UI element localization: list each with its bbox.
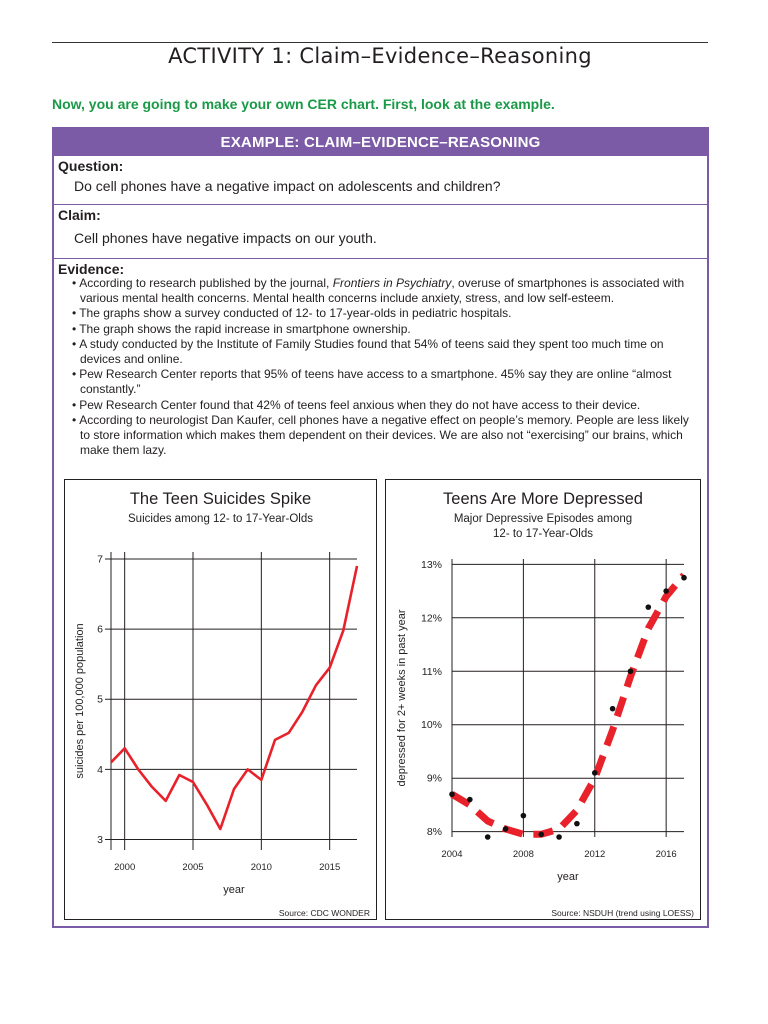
evidence-item: • The graphs show a survey conducted of 12- to 17-year-olds in pediatric hospitals.: [72, 306, 702, 321]
x-tick-label: 2005: [182, 862, 204, 873]
evidence-item: • Pew Research Center reports that 95% of teens have access to a smartphone. 45% say they are online “almost constantly.”: [72, 367, 702, 397]
data-point: [503, 826, 509, 832]
y-tick-label: 9%: [426, 772, 442, 785]
depression-plot: [386, 480, 702, 921]
x-tick-label: 2015: [319, 862, 341, 873]
top-rule: [52, 42, 708, 43]
suicides-series-line: [111, 566, 357, 829]
evidence-item: • According to research published by the journal, Frontiers in Psychiatry, overuse of smartphones is associated with various mental health concerns. Mental health concerns include anxiety, stress, and low self-esteem.: [72, 276, 702, 306]
y-tick-label: 8%: [426, 826, 442, 839]
y-axis-label: suicides per 100,000 population: [74, 623, 86, 779]
claim-text: Cell phones have negative impacts on our youth.: [74, 230, 377, 246]
x-tick-label: 2012: [584, 849, 606, 860]
question-text: Do cell phones have a negative impact on adolescents and children?: [74, 178, 501, 194]
y-tick-label: 5: [97, 693, 103, 706]
instruction-text: Now, you are going to make your own CER chart. First, look at the example.: [52, 96, 555, 112]
data-point: [485, 834, 491, 840]
evidence-item: • The graph shows the rapid increase in smartphone ownership.: [72, 322, 702, 337]
chart-subtitle: Suicides among 12- to 17-Year-Olds: [128, 513, 313, 525]
y-tick-label: 13%: [420, 558, 442, 571]
y-tick-label: 10%: [420, 719, 442, 732]
chart-title: The Teen Suicides Spike: [129, 490, 312, 508]
evidence-item: • A study conducted by the Institute of Family Studies found that 54% of teens said they spent too much time on devices and online.: [72, 337, 702, 367]
chart-source: Source: CDC WONDER: [278, 908, 370, 918]
x-tick-label: 2000: [114, 862, 136, 873]
claim-section: [54, 204, 707, 258]
x-axis-label: year: [557, 871, 579, 883]
suicides-plot: [65, 480, 378, 921]
evidence-item: • Pew Research Center found that 42% of teens feel anxious when they do not have access to their device.: [72, 398, 702, 413]
depression-chart: [385, 479, 701, 920]
data-point: [467, 797, 473, 803]
y-tick-label: 3: [97, 833, 103, 846]
x-tick-label: 2010: [250, 862, 272, 873]
chart-source: Source: NSDUH (trend using LOESS): [551, 908, 694, 918]
evidence-list: [72, 276, 702, 458]
suicides-chart: [64, 479, 377, 920]
y-axis-label: depressed for 2+ weeks in past year: [396, 609, 408, 787]
x-tick-label: 2008: [512, 849, 534, 860]
y-tick-label: 4: [97, 763, 103, 776]
question-label: Question:: [58, 158, 124, 174]
y-tick-label: 6: [97, 623, 103, 636]
claim-label: Claim:: [58, 207, 101, 223]
x-axis-label: year: [223, 884, 245, 896]
chart-subtitle-line1: Major Depressive Episodes among: [453, 513, 633, 525]
x-tick-label: 2004: [441, 849, 463, 860]
data-point: [538, 832, 544, 838]
data-point: [681, 575, 687, 581]
data-point: [556, 834, 562, 840]
chart-subtitle-line2: 12- to 17-Year-Olds: [493, 528, 593, 540]
data-point: [663, 588, 669, 594]
data-point: [628, 668, 634, 674]
data-point: [592, 770, 598, 776]
cer-header: EXAMPLE: CLAIM–EVIDENCE–REASONING: [54, 129, 707, 156]
x-tick-label: 2016: [655, 849, 677, 860]
evidence-label: Evidence:: [58, 261, 125, 277]
data-point: [610, 706, 616, 712]
y-tick-label: 7: [97, 553, 103, 566]
page-title: ACTIVITY 1: Claim–Evidence–Reasoning: [168, 44, 592, 68]
evidence-item: • According to neurologist Dan Kaufer, cell phones have a negative effect on people’s memory. People are less likely to store information which makes them dependent on their devices. We are also not “exercising” our brains, which make them lazy.: [72, 413, 702, 459]
data-point: [574, 821, 580, 827]
question-section: [54, 156, 707, 204]
y-tick-label: 12%: [420, 612, 442, 625]
y-tick-label: 11%: [421, 665, 442, 678]
data-point: [521, 813, 527, 819]
chart-title: Teens Are More Depressed: [443, 490, 643, 508]
loess-trend-line: [452, 575, 684, 834]
data-point: [449, 791, 455, 797]
data-point: [646, 604, 652, 610]
